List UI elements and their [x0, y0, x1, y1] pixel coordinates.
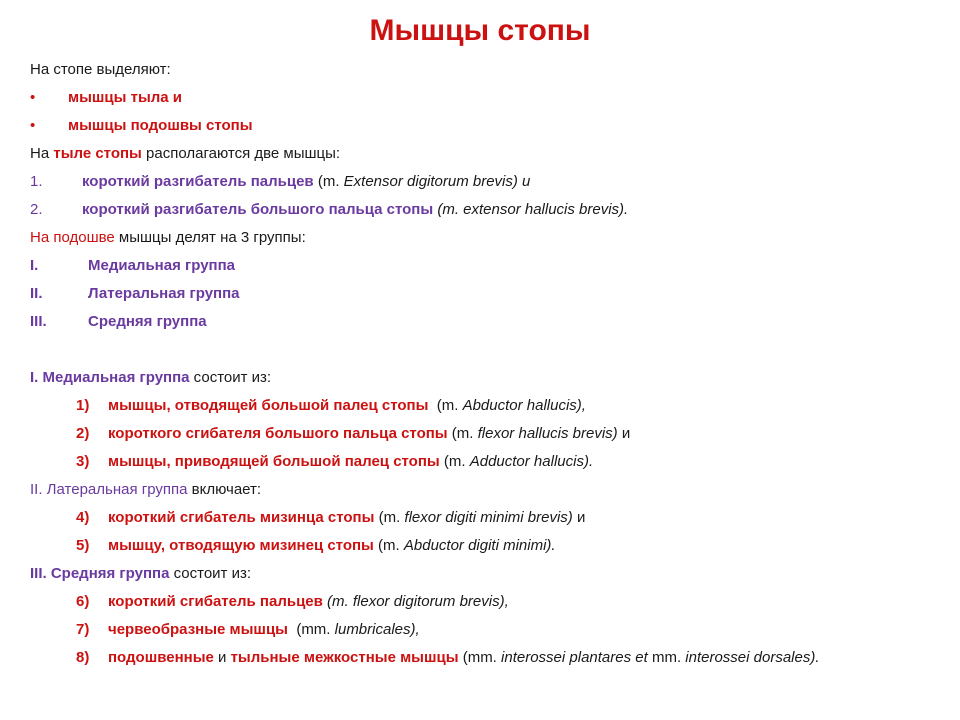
- latin-name: interossei dorsales).: [685, 649, 820, 666]
- latin-name: Extensor digitorum brevis) и: [343, 173, 531, 190]
- muscle-name: короткий разгибатель большого пальца стопы: [82, 201, 434, 218]
- muscle-item: 1) мышцы, отводящей большой палец стопы (m. Abductor hallucis),: [30, 392, 930, 420]
- group-name: Средняя группа: [88, 313, 207, 330]
- latin-name: lumbricales),: [334, 621, 420, 638]
- item-number: 2.: [30, 201, 43, 218]
- bullet-icon: •: [30, 89, 36, 106]
- spacer: [30, 336, 930, 364]
- latin-name: Adductor hallucis).: [469, 453, 594, 470]
- dorsum-highlight: тыле стопы: [53, 145, 142, 162]
- muscle-name: короткий сгибатель мизинца стопы: [108, 509, 375, 526]
- muscle-name: тыльные межкостные мышцы: [230, 649, 459, 666]
- muscle-name: короткого сгибателя большого пальца стопы: [108, 425, 448, 442]
- middle-heading: III. Средняя группа состоит из:: [30, 565, 252, 582]
- item-number: 1): [76, 397, 90, 414]
- bullet-item: [30, 112, 930, 140]
- muscle-name: мышцы, приводящей большой палец стопы: [108, 453, 440, 470]
- group-name: Латеральная группа: [88, 285, 240, 302]
- bullet-icon: •: [30, 117, 36, 134]
- muscle-name: подошвенные: [108, 649, 214, 666]
- muscle-item: 3) мышцы, приводящей большой палец стопы (m. Adductor hallucis).: [30, 448, 930, 476]
- muscle-item: 4) короткий сгибатель мизинца стопы (m. flexor digiti minimi brevis) и: [30, 504, 930, 532]
- item-number: 4): [76, 509, 90, 526]
- group-number: II.: [30, 285, 43, 302]
- item-number: 7): [76, 621, 90, 638]
- intro-line: На стопе выделяют:: [30, 61, 171, 78]
- bullet-text: мышцы тыла и: [68, 89, 183, 106]
- muscle-item: [30, 644, 930, 669]
- muscle-name: мышцы, отводящей большой палец стопы: [108, 397, 429, 414]
- item-number: 3): [76, 453, 90, 470]
- group-item: [30, 252, 930, 280]
- muscle-name: короткий разгибатель пальцев: [82, 173, 314, 190]
- lateral-heading: II. Латеральная группа включает:: [30, 481, 262, 498]
- dorsum-item: [30, 196, 930, 224]
- sole-line: На подошве мышцы делят на 3 группы:: [30, 229, 306, 246]
- group-item: [30, 308, 930, 336]
- latin-name: Abductor hallucis),: [462, 397, 586, 414]
- group-name: Медиальная группа: [88, 257, 236, 274]
- muscle-item: 2) короткого сгибателя большого пальца стопы (m. flexor hallucis brevis) и: [30, 420, 930, 448]
- item-number: 2): [76, 425, 90, 442]
- bullet-item: [30, 84, 930, 112]
- latin-name: interossei plantares et: [501, 649, 648, 666]
- dorsum-line: На тыле стопы располагаются две мышцы:: [30, 145, 341, 162]
- slide-body: [30, 56, 930, 669]
- medial-heading: I. Медиальная группа состоит из:: [30, 369, 272, 386]
- muscle-item: [30, 588, 930, 616]
- group-number: III.: [30, 313, 47, 330]
- item-number: 8): [76, 649, 90, 666]
- item-number: 6): [76, 593, 90, 610]
- sole-highlight: На подошве: [30, 229, 115, 246]
- latin-name: Abductor digiti minimi).: [403, 537, 556, 554]
- latin-name: flexor hallucis brevis): [477, 425, 618, 442]
- muscle-item: 5) мышцу, отводящую мизинец стопы (m. Abductor digiti minimi).: [30, 532, 930, 560]
- latin-name: (m. extensor hallucis brevis).: [437, 201, 629, 218]
- latin-name: (m. flexor digitorum brevis),: [327, 593, 509, 610]
- muscle-item: 7) червеобразные мышцы (mm. lumbricales),: [30, 616, 930, 644]
- item-number: 1.: [30, 173, 43, 190]
- slide-title: Мышцы стопы: [369, 14, 591, 47]
- muscle-item-text: подошвенные и тыльные межкостные мышцы (mm. interossei plantares et mm. interossei dorsales).: [108, 649, 820, 666]
- muscle-name: мышцу, отводящую мизинец стопы: [108, 537, 374, 554]
- group-number: I.: [30, 257, 39, 274]
- muscle-name: короткий сгибатель пальцев: [108, 593, 323, 610]
- dorsum-item: 1. короткий разгибатель пальцев (m. Extensor digitorum brevis) и: [30, 168, 930, 196]
- group-item: [30, 280, 930, 308]
- item-number: 5): [76, 537, 90, 554]
- muscle-name: червеобразные мышцы: [108, 621, 288, 638]
- bullet-text: мышцы подошвы стопы: [68, 117, 253, 134]
- latin-name: flexor digiti minimi brevis): [404, 509, 573, 526]
